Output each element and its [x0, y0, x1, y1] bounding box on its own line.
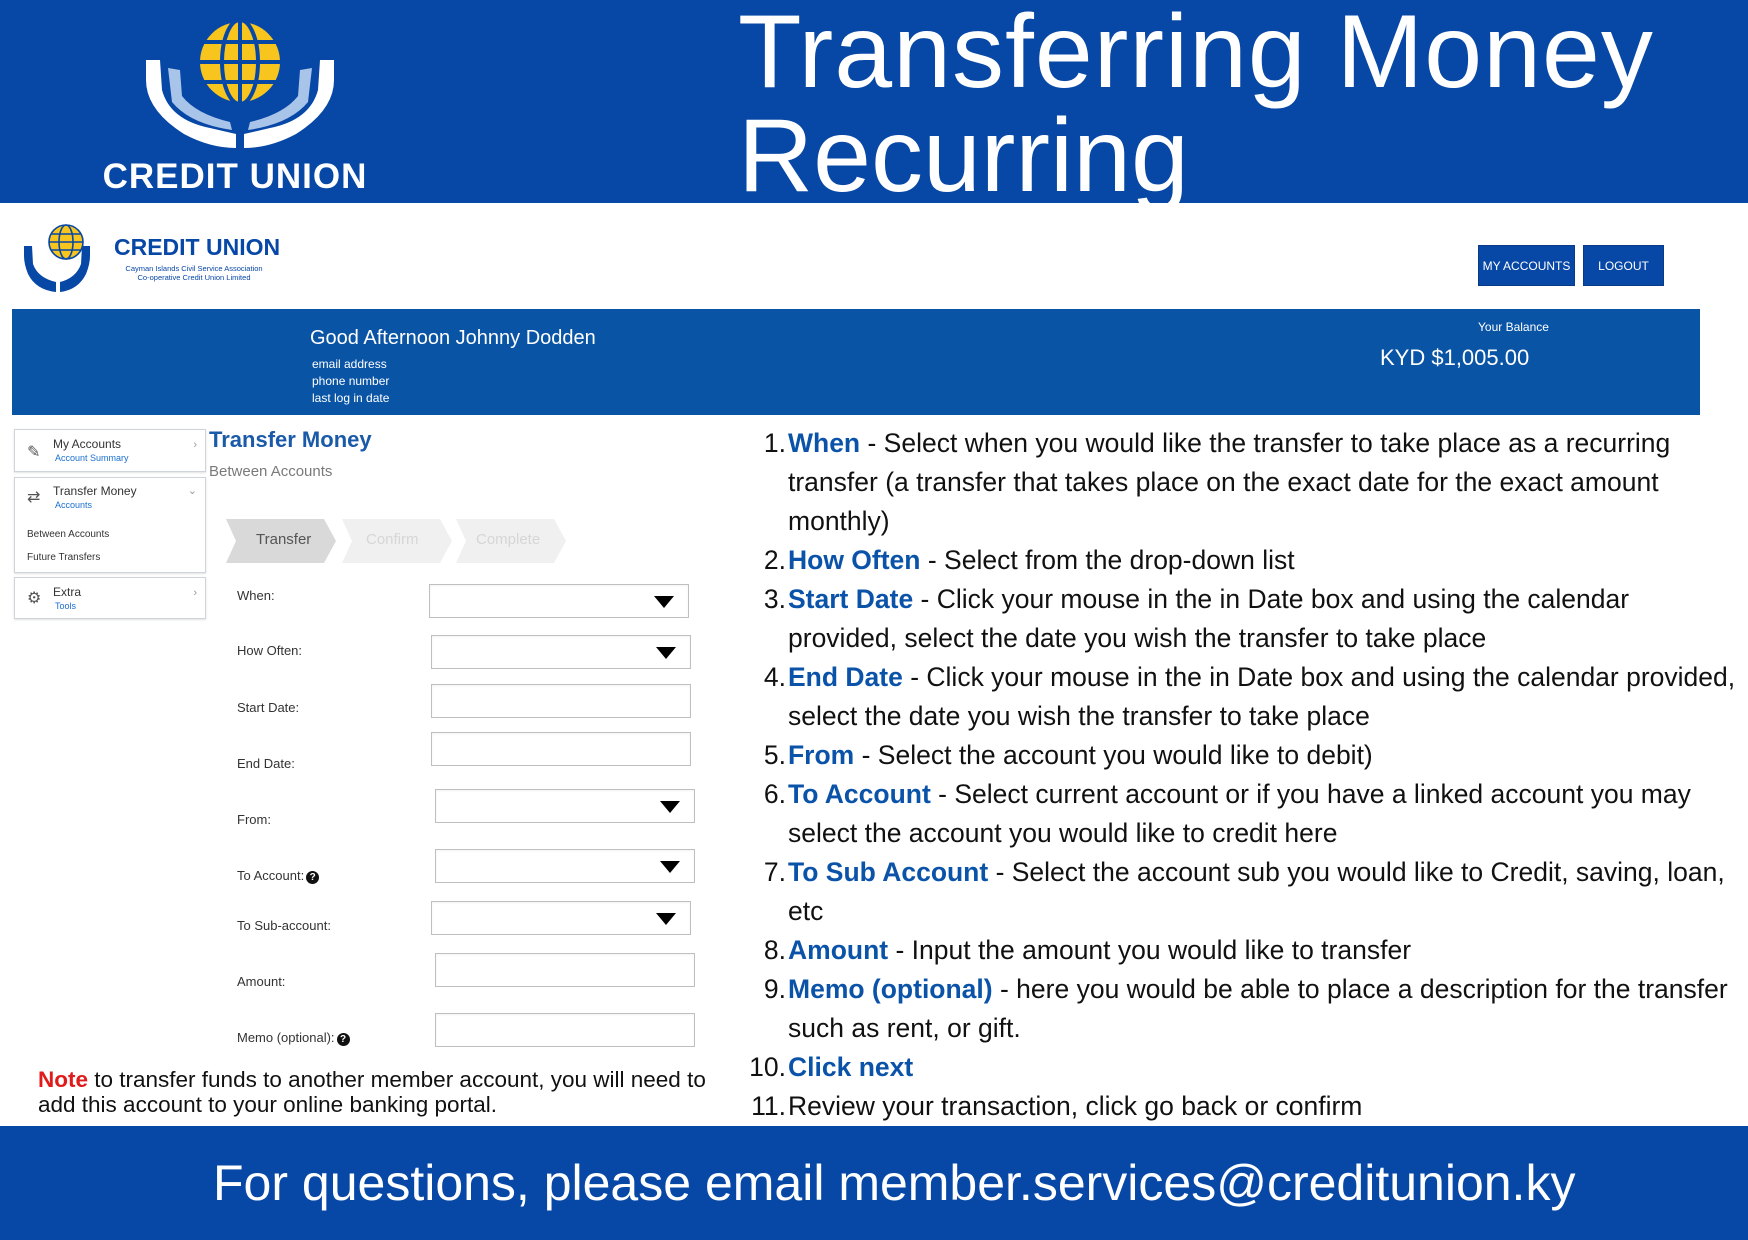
- my-accounts-button[interactable]: MY ACCOUNTS: [1478, 245, 1575, 286]
- step-transfer: Transfer: [256, 531, 312, 548]
- progress-steps: [226, 517, 566, 565]
- note-text: to transfer funds to another member account, you will need to add this account to your online banking portal.: [38, 1067, 706, 1117]
- banner-brand-name: CREDIT UNION: [102, 157, 368, 196]
- instruction-number: 10.: [749, 1052, 786, 1082]
- sidebar-item-transfer-money[interactable]: [14, 477, 206, 573]
- footer-contact-text: For questions, please email member.services@creditunion.ky: [213, 1155, 1576, 1211]
- chevron-right-icon: ›: [193, 439, 197, 451]
- instruction-text: - Select from the drop-down list: [920, 545, 1295, 575]
- from-label: From:: [237, 812, 271, 827]
- end-date-input[interactable]: [431, 732, 691, 766]
- instruction-number: 4.: [763, 662, 786, 692]
- how-often-label: How Often:: [237, 643, 303, 658]
- greeting: Good Afternoon Johnny Dodden: [310, 327, 596, 349]
- welcome-bar: [12, 309, 1700, 415]
- instruction-item: [748, 931, 1738, 970]
- instruction-item: [748, 424, 1738, 541]
- amount-input[interactable]: [435, 953, 695, 987]
- to-account-label: [237, 868, 319, 884]
- instruction-item: [748, 658, 1738, 736]
- to-account-select[interactable]: [435, 849, 695, 883]
- instruction-keyword: From: [788, 740, 855, 770]
- step-confirm: Confirm: [366, 531, 419, 548]
- dropdown-caret-icon: [654, 596, 674, 608]
- dropdown-caret-icon: [660, 861, 680, 873]
- to-sub-account-label: To Sub-account:: [237, 918, 331, 933]
- portal-brand-subtitle: [114, 264, 274, 282]
- instruction-keyword: When: [788, 428, 861, 458]
- instruction-number: 7.: [763, 857, 786, 887]
- instruction-text: - Click your mouse in the in Date box and using the calendar provided, select the date you wish the transfer to take place: [788, 584, 1630, 653]
- instruction-number: 9.: [763, 974, 786, 1004]
- instruction-item: [748, 541, 1738, 580]
- logout-button[interactable]: LOGOUT: [1583, 245, 1664, 286]
- instruction-item: [748, 775, 1738, 853]
- sidebar-extra-sub: Tools: [55, 601, 77, 611]
- banner-title-line1: Transferring Money: [738, 0, 1654, 110]
- dropdown-caret-icon: [656, 647, 676, 659]
- to-sub-account-select[interactable]: [431, 901, 691, 935]
- instruction-item: [748, 853, 1738, 931]
- instruction-keyword: To Account: [788, 779, 931, 809]
- instruction-keyword: To Sub Account: [788, 857, 989, 887]
- sidebar-transfer-sub: Accounts: [55, 500, 93, 510]
- instruction-item: [748, 736, 1738, 775]
- instruction-keyword: Start Date: [788, 584, 914, 614]
- sidebar-link-future-transfers[interactable]: Future Transfers: [27, 552, 101, 563]
- instruction-text: - Input the amount you would like to transfer: [888, 935, 1412, 965]
- memo-label-text: Memo (optional):: [237, 1030, 335, 1045]
- memo-label: [237, 1030, 350, 1046]
- instruction-keyword: Memo (optional): [788, 974, 993, 1004]
- instruction-number: 11.: [751, 1091, 786, 1121]
- instruction-text: - Click your mouse in the in Date box and using the calendar provided, select the date you wish the transfer to take place: [788, 662, 1736, 731]
- note: [38, 1067, 738, 1117]
- help-icon[interactable]: ?: [306, 871, 319, 884]
- sidebar-link-between-accounts[interactable]: Between Accounts: [27, 529, 110, 540]
- instruction-item: [748, 970, 1738, 1048]
- instruction-text: Review your transaction, click go back or confirm: [788, 1091, 1363, 1121]
- transfer-icon: ⇄: [27, 489, 41, 506]
- meta-last-login: last log in date: [312, 391, 390, 405]
- instruction-text: - Select the account you would like to debit): [854, 740, 1373, 770]
- instruction-item: [748, 1048, 1738, 1087]
- form-title: Transfer Money: [209, 427, 372, 452]
- portal-brand-sub-line2: Co-operative Credit Union Limited: [137, 273, 251, 282]
- footer-banner: [0, 1126, 1748, 1240]
- form-subtitle: Between Accounts: [209, 463, 333, 480]
- from-select[interactable]: [435, 789, 695, 823]
- instruction-item: [748, 1087, 1738, 1126]
- when-select[interactable]: [429, 584, 689, 618]
- end-date-label: End Date:: [237, 756, 295, 771]
- gear-icon: ⚙: [27, 590, 42, 607]
- instruction-text: - here you would be able to place a description for the transfer such as rent, or gift.: [788, 974, 1728, 1043]
- instruction-keyword: How Often: [788, 545, 921, 575]
- sidebar-item-my-accounts[interactable]: [14, 429, 206, 472]
- portal-brand-sub-line1: Cayman Islands Civil Service Association: [125, 264, 263, 273]
- memo-input[interactable]: [435, 1013, 695, 1047]
- instructions-list: [748, 424, 1738, 1126]
- step-complete: Complete: [476, 531, 541, 548]
- instruction-keyword: End Date: [788, 662, 903, 692]
- credit-union-logo: [140, 10, 340, 150]
- instruction-keyword: Click next: [788, 1052, 914, 1082]
- how-often-select[interactable]: [431, 635, 691, 669]
- instruction-number: 6.: [763, 779, 786, 809]
- banner-title-line2: Recurring: [738, 98, 1189, 214]
- balance-label: Your Balance: [1478, 320, 1549, 334]
- help-icon[interactable]: ?: [337, 1033, 350, 1046]
- amount-label: Amount:: [237, 974, 286, 989]
- meta-email: email address: [312, 357, 387, 371]
- instruction-item: [748, 580, 1738, 658]
- dropdown-caret-icon: [656, 913, 676, 925]
- start-date-label: Start Date:: [237, 700, 300, 715]
- sidebar-item-extra[interactable]: [14, 577, 206, 619]
- instruction-number: 2.: [763, 545, 786, 575]
- note-keyword: Note: [38, 1067, 88, 1092]
- portal-logo: [22, 222, 92, 294]
- meta-phone: phone number: [312, 374, 390, 388]
- start-date-input[interactable]: [431, 684, 691, 718]
- to-account-label-text: To Account:: [237, 868, 305, 883]
- instruction-number: 8.: [763, 935, 786, 965]
- sidebar-my-accounts-sub: Account Summary: [55, 453, 129, 463]
- portal-brand-name: CREDIT UNION: [114, 234, 281, 260]
- instruction-number: 5.: [763, 740, 786, 770]
- top-banner: [0, 0, 1748, 214]
- chevron-down-icon: ⌄: [187, 485, 197, 497]
- instruction-number: 3.: [763, 584, 786, 614]
- chevron-right-icon: ›: [193, 587, 197, 599]
- sidebar-transfer-title: Transfer Money: [53, 484, 137, 498]
- instruction-text: - Select the account sub you would like to Credit, saving, loan, etc: [788, 857, 1725, 926]
- dropdown-caret-icon: [660, 801, 680, 813]
- instruction-text: - Select current account or if you have a linked account you may select the account you would like to credit here: [788, 779, 1691, 848]
- instruction-text: - Select when you would like the transfer to take place as a recurring transfer (a transfer that takes place on the exact date for the exact amount monthly): [788, 428, 1671, 536]
- sidebar-my-accounts-title: My Accounts: [53, 437, 122, 451]
- edit-icon: ✎: [27, 444, 41, 461]
- balance-value: KYD $1,005.00: [1380, 345, 1530, 370]
- sidebar-extra-title: Extra: [53, 585, 82, 599]
- instruction-number: 1.: [763, 428, 786, 458]
- when-label: When:: [237, 588, 275, 603]
- banner-title: [738, 0, 1654, 214]
- instruction-keyword: Amount: [788, 935, 889, 965]
